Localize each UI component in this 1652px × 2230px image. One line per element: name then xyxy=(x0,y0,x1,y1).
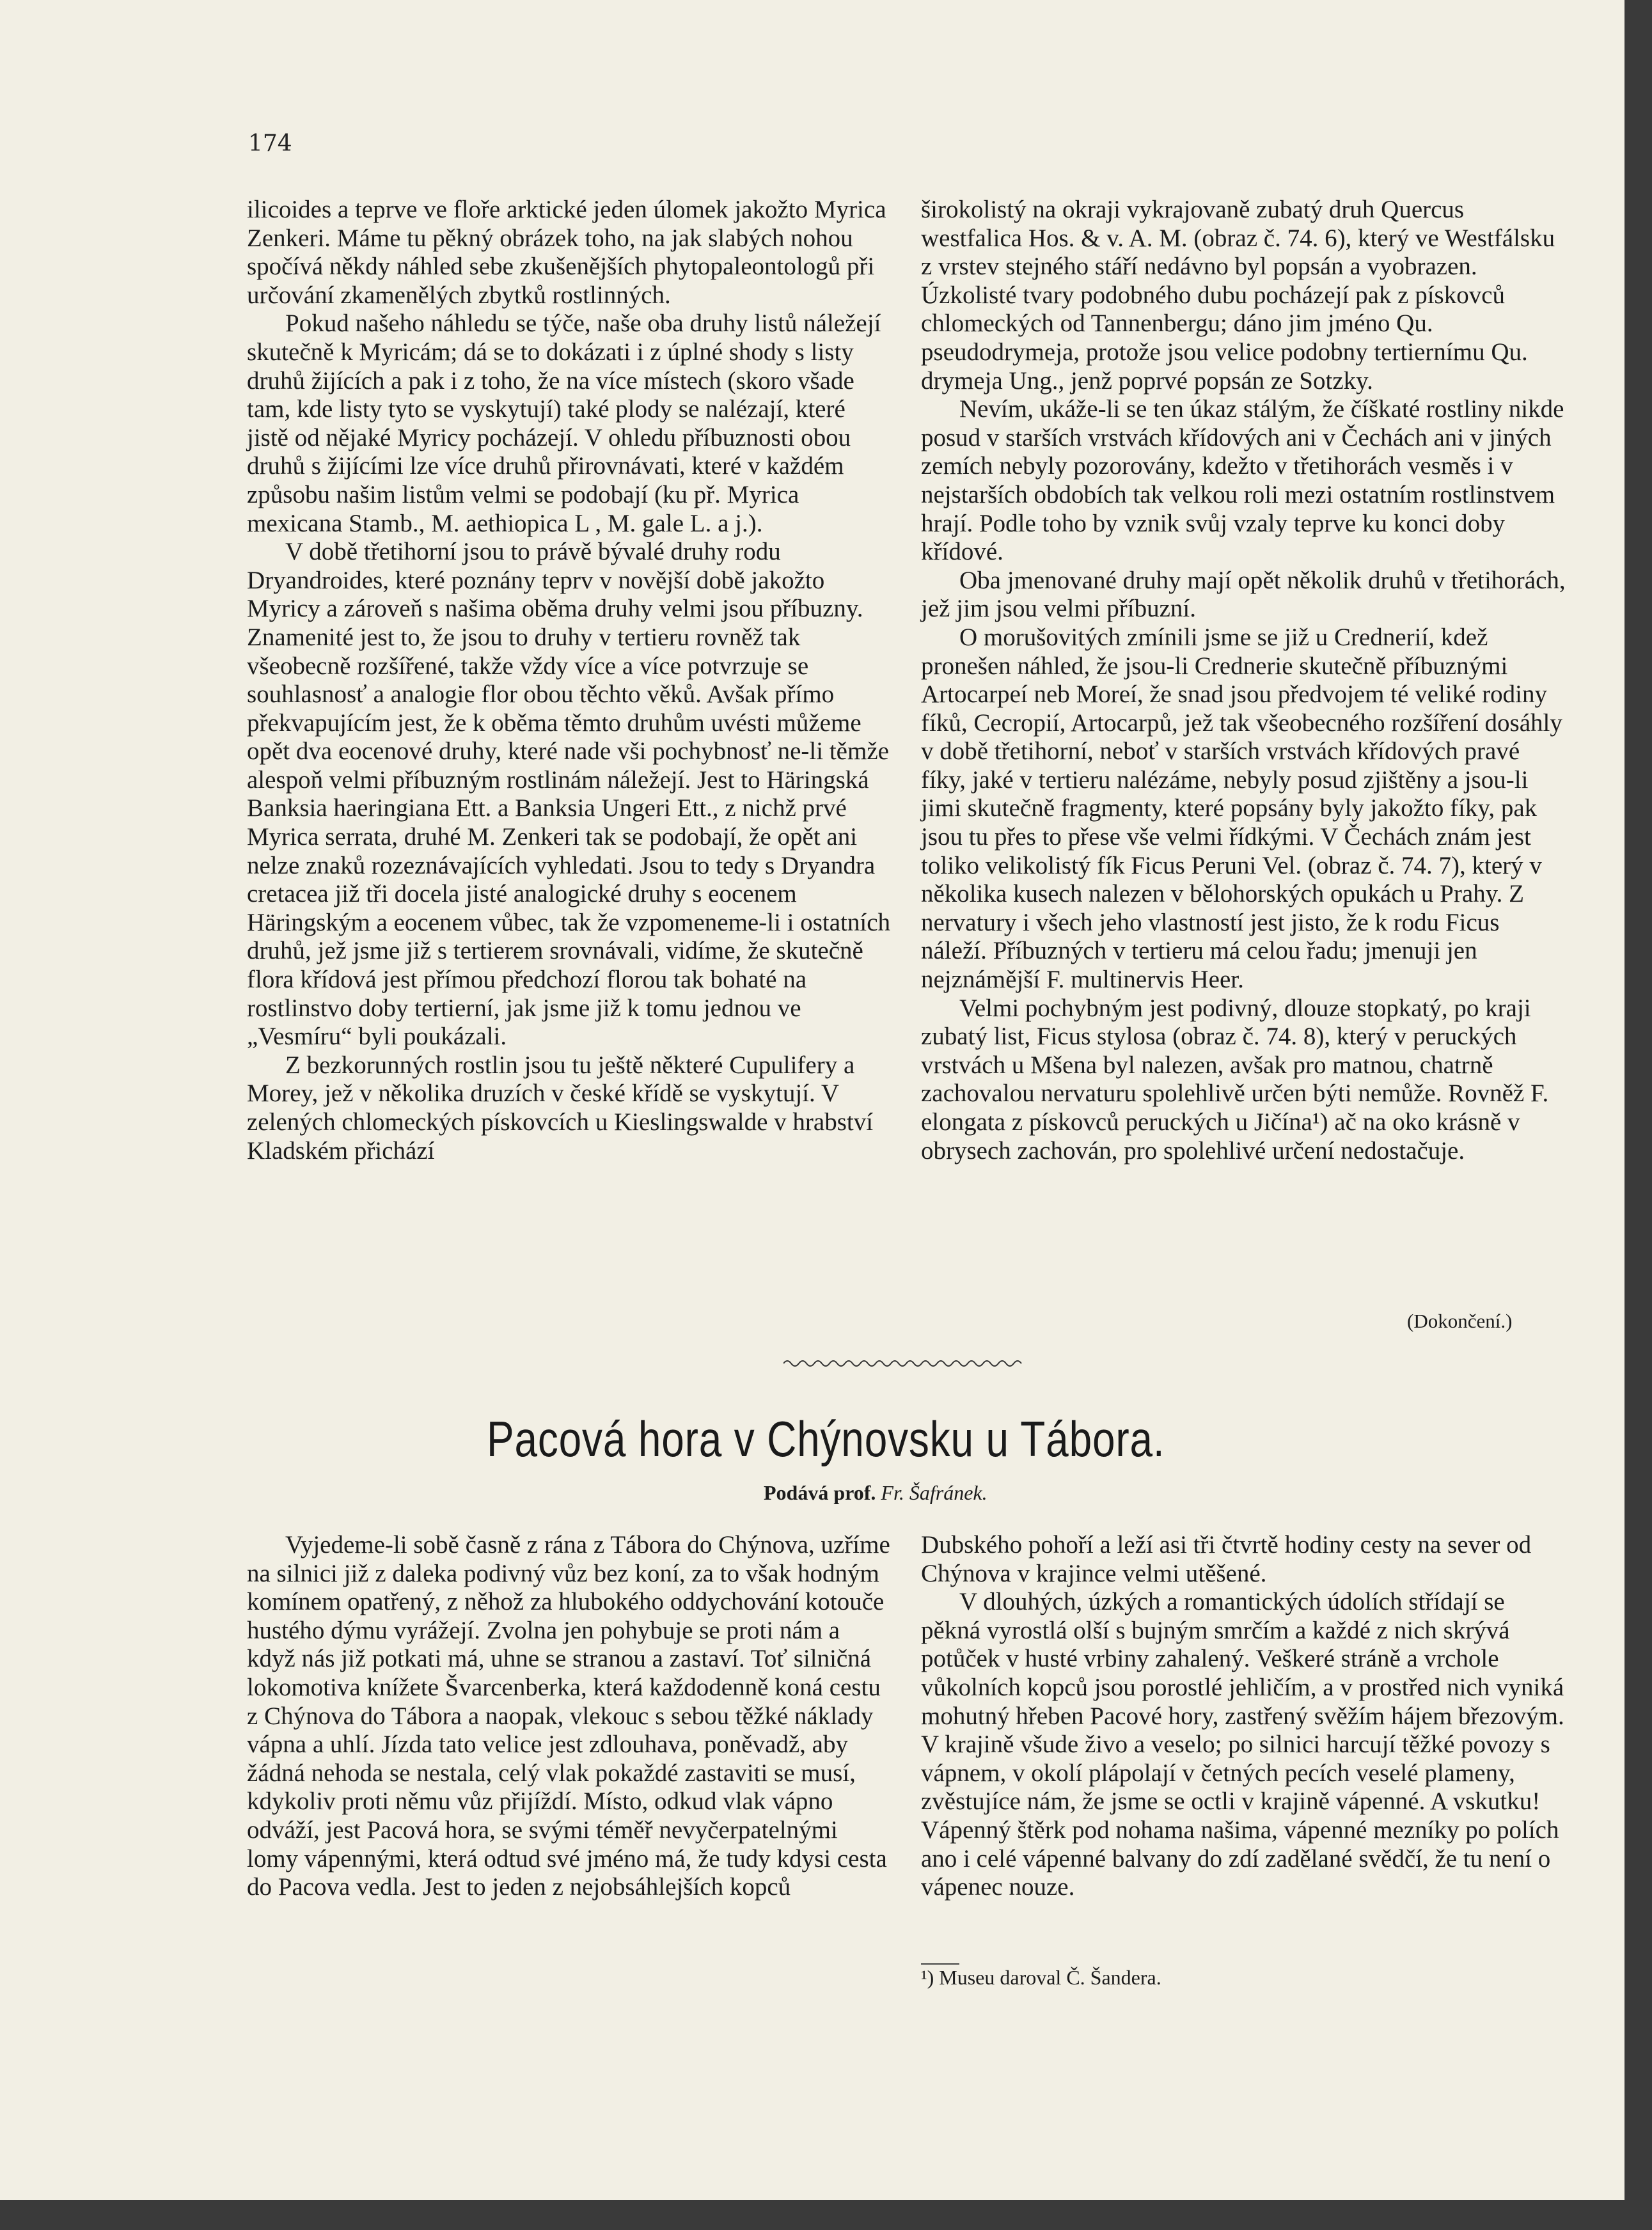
paragraph: Dubského pohoří a leží asi tři čtvrtě hodiny cesty na sever od Chýnova v krajince velmi utěšené. xyxy=(921,1531,1532,1587)
paragraph: Oba jmenované druhy mají opět několik druhů v třetihorách, jež jim jsou velmi příbuzní. xyxy=(921,566,1566,623)
paragraph: O morušovitých zmínili jsme se již u Crednerií, kdež pronešen náhled, že jsou-li Crednerie skutečně příbuznými Artocarpeí neb Moreí, že snad jsou předvojem té veliké rodiny fíků, Cecropií, Artocarpů, jež tak všeobecného rozšíření dosáhly v době třetihorní, neboť v starších vrstvách křídových pravé fíky, jaké v tertieru nalézáme, nebyly posud zjištěny a jsou-li jimi skutečně fragmenty, které popsány byly jakožto fíky, pak jsou tu přes to přese vše velmi řídkými. V Čechách znám jest toliko velikolistý fík Ficus Peruni Vel. (obraz č. 74. 7), který v několika kusech nalezen v bělohorských opukách u Prahy. Z nervatury i všech jeho vlastností jest jisto, že k rodu Ficus náleží. Příbuzných v tertieru má celou řadu; jmenuji jen nejznámější F. multinervis Heer. xyxy=(921,623,1562,994)
continuation-note: (Dokončení.) xyxy=(1407,1310,1513,1332)
article1-left-column xyxy=(247,196,893,1165)
paragraph: V době třetihorní jsou to právě bývalé druhy rodu Dryandroides, které poznány teprv v novější době jakožto Myricy a zároveň s našima oběma druhy velmi jsou příbuzny. Znamenité jest to, že jsou to druhy v tertieru rovněž tak všeobecně rozšířené, takže vždy více a více potvrzuje se souhlasnosť a analogie flor obou těchto věků. Avšak přímo překvapujícím jest, že k oběma těmto druhům uvésti můžeme opět dva eocenové druhy, které nade vši pochybnosť ne-li těmže alespoň velmi příbuzným rostlinám náležejí. Jest to Häringská Banksia haeringiana Ett. a Banksia Ungeri Ett., z nichž prvé Myrica serrata, druhé M. Zenkeri tak se podobají, že opět ani nelze znaků rozeznávajících vyhledati. Jsou to tedy s Dryandra cretacea již tři docela jisté analogické druhy s eocenem Häringským a eocenem vůbec, tak že vzpomeneme-li i ostatních druhů, jež jsme již s tertierem srovnávali, vidíme, že skutečně flora křídová jest přímou předchozí florou tak bohaté na rostlinstvo doby tertierní, jak jsme již k tomu jednou ve „Vesmíru“ byli poukázali. xyxy=(247,538,891,1051)
footnote: ¹) Museu daroval Č. Šandera. xyxy=(921,1966,1161,1989)
article2-right-column xyxy=(921,1531,1567,1902)
footnote-rule xyxy=(921,1963,959,1965)
paragraph: V dlouhých, úzkých a romantických údolích střídají se pěkná vyrostlá olší s bujným smrčím a každé z nich skrývá potůček v husté vrbiny zahalený. Veškeré stráně a vrchole vůkolních kopců jsou porostlé jehličím, a v prostřed nich vyniká mohutný hřeben Pacové hory, zastřený svěžím hájem březovým. V krajině všude živo a veselo; po silnici harcují těžké povozy s vápnem, v okolí plápolají v četných pecích veselé plameny, zvěstujíce nám, že jsme se octli v krajině vápenné. A vskutku! Vápenný štěrk pod nohama našima, vápenné mezníky po polích ano i celé vápenné balvany do zdí zadělané svědčí, že tu není o vápenec nouze. xyxy=(921,1588,1564,1901)
paragraph: Pokud našeho náhledu se týče, naše oba druhy listů náležejí skutečně k Myricám; dá se to dokázati i z úplné shody s listy druhů žijících a pak i z toho, že na více místech (skoro všade tam, kde listy tyto se vyskytují) také plody se nalézají, které jistě od nějaké Myricy pocházejí. V ohledu příbuznosti obou druhů s žijícími lze více druhů přirovnávati, které v každém způsobu našim listům velmi se podobají (ku př. Myrica mexicana Stamb., M. aethiopica L , M. gale L. a j.). xyxy=(247,310,881,537)
paragraph: ilicoides a teprve ve floře arktické jeden úlomek jakožto Myrica Zenkeri. Máme tu pěkný obrázek toho, na jak slabých nohou spočívá někdy náhled sebe zkušenějších phytopaleontologů při určování zkamenělých zbytků rostlinných. xyxy=(247,196,886,309)
section-divider-ornament xyxy=(783,1357,1027,1370)
byline-prefix: Podává prof. xyxy=(764,1481,876,1504)
paragraph: Vyjedeme-li sobě časně z rána z Tábora do Chýnova, uzříme na silnici již z daleka podivný vůz bez koní, za to však hodným komínem opatřený, z něhož za hlubokého oddychování kotouče hustého dýmu vyrážejí. Zvolna jen pohybuje se proti nám a když nás již potkati má, uhne se stranou a zastaví. Toť silničná lokomotiva knížete Švarcenberka, která každodenně koná cestu z Chýnova do Tábora a naopak, vlekouc s sebou těžké náklady vápna a uhlí. Jízda tato velice jest zdlouhava, poněvadž, aby žádná nehoda se nestala, celý vlak pokaždé zastaviti se musí, kdykoliv proti němu vůz přijíždí. Místo, odkud vlak vápno odváží, jest Pacová hora, se svými téměř nevyčerpatelnými lomy vápennými, která odtud své jméno má, že tudy kdysi cesta do Pacova vedla. Jest to jeden z nejobsáhlejších kopců xyxy=(247,1531,890,1901)
paragraph: širokolistý na okraji vykrajovaně zubatý druh Quercus westfalica Hos. & v. A. M. (obraz č. 74. 6), který ve Westfálsku z vrstev stejného stáří nedávno byl popsán a vyobrazen. Úzkolisté tvary podobného dubu pocházejí pak z pískovců chlomeckých od Tannenbergu; dáno jim jméno Qu. pseudodrymeja, protože jsou velice podobny tertiernímu Qu. drymeja Ung., jenž poprvé popsán ze Sotzky. xyxy=(921,196,1555,395)
scan-border-right xyxy=(1624,0,1652,2230)
paragraph: Z bezkorunných rostlin jsou tu ještě některé Cupulifery a Morey, jež v několika druzích v české křídě se vyskytují. V zelených chlomeckých pískovcích u Kieslingswalde v hrabství Kladském přichází xyxy=(247,1051,874,1165)
scan-border-bottom xyxy=(0,2200,1652,2230)
article1-right-column xyxy=(921,196,1567,1165)
article-title: Pacová hora v Chýnovsku u Tábora. xyxy=(486,1411,1165,1467)
page-number: 174 xyxy=(248,130,292,157)
byline xyxy=(764,1481,987,1505)
article2-left-column xyxy=(247,1531,893,1902)
paragraph: Velmi pochybným jest podivný, dlouze stopkatý, po kraji zubatý list, Ficus stylosa (obraz č. 74. 8), který v peruckých vrstvách u Mšena byl nalezen, avšak pro matnou, chatrně zachovalou nervaturu spolehlivě určen býti nemůže. Rovněž F. elongata z pískovců peruckých u Jičína¹) ač na oko krásně v obrysech zachován, pro spolehlivé určení nedostačuje. xyxy=(921,994,1549,1165)
byline-author: Fr. Šafránek. xyxy=(881,1481,987,1504)
paragraph: Nevím, ukáže-li se ten úkaz stálým, že číškaté rostliny nikde posud v starších vrstvách křídových ani v Čechách ani v jiných zemích nebyly pozorovány, kdežto v třetihorách vesměs i v nejstarších obdobích tak velkou roli mezi ostatním rostlinstvem hrají. Podle toho by vznik svůj vzaly teprve ku konci doby křídové. xyxy=(921,395,1564,566)
